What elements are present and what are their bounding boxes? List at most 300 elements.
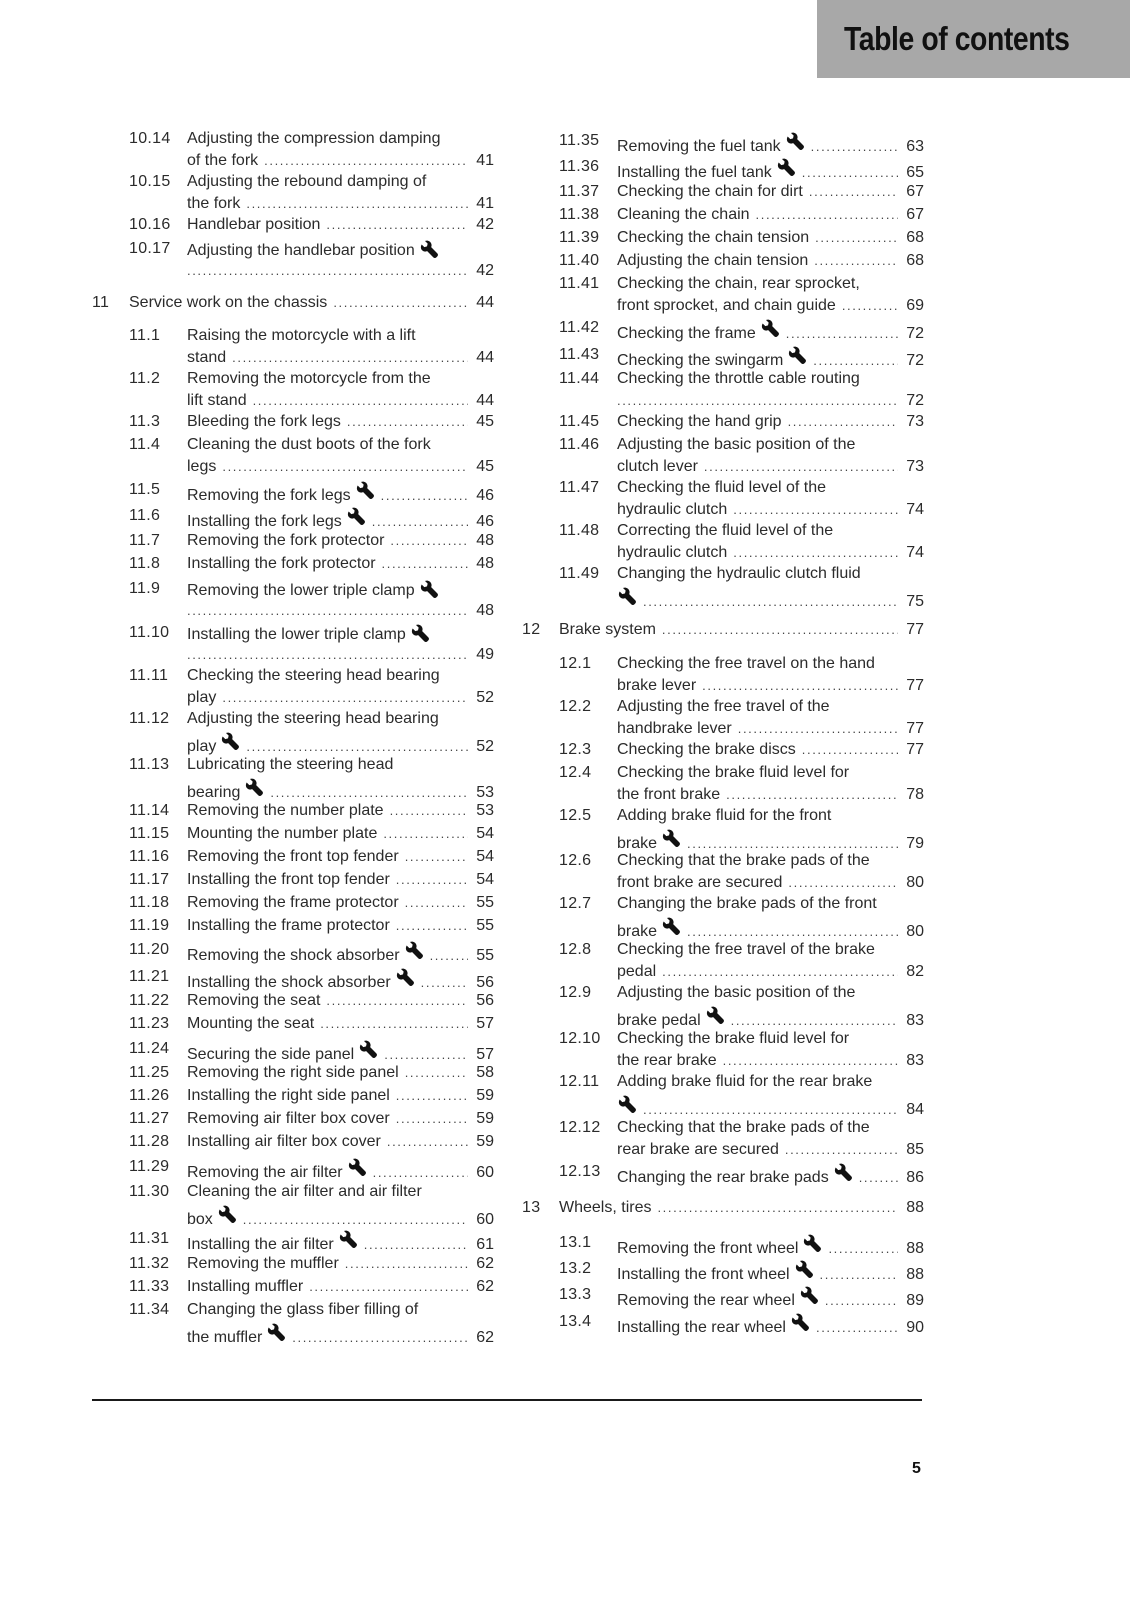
leader-dots xyxy=(733,500,898,521)
section-number: 10.14 xyxy=(129,130,171,147)
page-reference[interactable]: 46 xyxy=(476,513,494,530)
section-number: 11.44 xyxy=(559,370,600,387)
page-reference[interactable]: 78 xyxy=(906,785,924,803)
wrench-icon xyxy=(661,916,681,936)
section-number: 11.5 xyxy=(129,481,161,498)
page-reference[interactable]: 72 xyxy=(906,325,924,342)
leader-dots xyxy=(232,348,468,369)
page-reference[interactable]: 68 xyxy=(906,252,924,269)
page-reference[interactable]: 72 xyxy=(906,391,924,409)
page-reference[interactable]: 67 xyxy=(906,206,924,223)
entry-title-line: Removing the lower triple clamp xyxy=(187,582,415,599)
leader-dots xyxy=(187,601,468,622)
entry-title-line: Securing the side panel xyxy=(187,1046,355,1063)
page-reference[interactable]: 74 xyxy=(906,500,924,518)
wrench-icon xyxy=(244,777,264,797)
page-reference[interactable]: 62 xyxy=(476,1255,494,1272)
leader-dots xyxy=(405,1063,468,1084)
entry-title-line: Removing the front wheel xyxy=(617,1240,799,1257)
page-reference[interactable]: 54 xyxy=(476,848,494,865)
wrench-icon xyxy=(799,1285,819,1305)
page-reference[interactable]: 83 xyxy=(906,1051,924,1069)
entry-title-line: Installing the fork legs xyxy=(187,513,342,530)
section-number: 13.1 xyxy=(559,1234,592,1251)
page-reference[interactable]: 80 xyxy=(906,873,924,891)
leader-dots xyxy=(820,1265,898,1286)
entry-title-line: legs xyxy=(187,457,217,475)
entry-title-line: Adjusting the handlebar position xyxy=(187,242,415,259)
wrench-icon xyxy=(776,157,796,177)
page-reference[interactable]: 58 xyxy=(476,1064,494,1081)
wrench-icon xyxy=(787,345,807,365)
leader-dots xyxy=(405,847,468,868)
page-reference[interactable]: 44 xyxy=(476,348,494,366)
page-reference[interactable]: 48 xyxy=(476,532,494,549)
page-reference[interactable]: 52 xyxy=(476,688,494,706)
leader-dots xyxy=(687,922,898,943)
page-reference[interactable]: 63 xyxy=(906,138,924,155)
page-reference[interactable]: 60 xyxy=(476,1210,494,1228)
section-number: 11.37 xyxy=(559,183,600,200)
entry-title-line: Removing the motorcycle from the xyxy=(187,370,431,387)
entry-title-line: Correcting the fluid level of the xyxy=(617,522,834,539)
entry-title-line: Mounting the seat xyxy=(187,1015,315,1032)
section-number: 11.18 xyxy=(129,894,170,911)
section-header xyxy=(817,0,1130,78)
entry-title-line: Wheels, tires xyxy=(559,1199,652,1216)
entry-title-line: Bleeding the fork legs xyxy=(187,413,341,430)
leader-dots xyxy=(809,182,898,203)
page-reference[interactable]: 77 xyxy=(906,621,924,638)
entry-title-line: Removing the air filter xyxy=(187,1164,343,1181)
section-number: 11.30 xyxy=(129,1183,170,1200)
entry-title-line: Removing the shock absorber xyxy=(187,947,400,964)
leader-dots xyxy=(811,137,898,158)
entry-title-line: the rear brake xyxy=(617,1051,717,1069)
page-reference[interactable]: 88 xyxy=(906,1199,924,1216)
entry-title-line: Checking the brake discs xyxy=(617,741,796,758)
section-number: 11.29 xyxy=(129,1158,170,1175)
page-reference[interactable]: 79 xyxy=(906,834,924,852)
entry-title-line: Cleaning the chain xyxy=(617,206,750,223)
entry-title-line: bearing xyxy=(187,783,241,801)
entry-title-line: Changing the hydraulic clutch fluid xyxy=(617,565,861,582)
page-reference[interactable]: 83 xyxy=(906,1011,924,1029)
page-number: 5 xyxy=(912,1460,921,1477)
leader-dots xyxy=(326,215,468,236)
section-number: 12.5 xyxy=(559,807,592,824)
entry-title-line: brake xyxy=(617,922,658,940)
entry-title-line: Changing the brake pads of the front xyxy=(617,895,877,912)
leader-dots xyxy=(387,1132,468,1153)
leader-dots xyxy=(842,296,898,317)
leader-dots xyxy=(347,412,468,433)
leader-dots xyxy=(320,1014,468,1035)
section-number: 11.19 xyxy=(129,917,170,934)
section-number: 10.17 xyxy=(129,240,171,257)
leader-dots xyxy=(187,645,468,666)
entry-title-line: the muffler xyxy=(187,1328,263,1346)
page-reference[interactable]: 52 xyxy=(476,737,494,755)
leader-dots xyxy=(657,1198,898,1219)
section-number: 11.47 xyxy=(559,479,600,496)
leader-dots xyxy=(243,1210,468,1231)
section-number: 11.39 xyxy=(559,229,600,246)
entry-title-line: Removing air filter box cover xyxy=(187,1110,390,1127)
entry-title-line: Checking that the brake pads of the xyxy=(617,1119,870,1136)
wrench-icon xyxy=(705,1005,725,1025)
entry-title-line: Checking the steering head bearing xyxy=(187,667,440,684)
section-number: 11.42 xyxy=(559,319,600,336)
entry-title-line: Changing the rear brake pads xyxy=(617,1169,829,1186)
entry-title-line: Checking the fluid level of the xyxy=(617,479,827,496)
entry-title-line: Installing the fork protector xyxy=(187,555,376,572)
page-reference[interactable]: 73 xyxy=(906,457,924,475)
section-number: 10.16 xyxy=(129,216,171,233)
section-number: 12.13 xyxy=(559,1163,601,1180)
page-reference[interactable]: 46 xyxy=(476,487,494,504)
leader-dots xyxy=(396,916,468,937)
entry-title-line: brake lever xyxy=(617,676,697,694)
leader-dots xyxy=(187,261,468,282)
section-number: 13.2 xyxy=(559,1260,592,1277)
section-number: 11.23 xyxy=(129,1015,170,1032)
section-number: 12.1 xyxy=(559,655,592,672)
leader-dots xyxy=(785,1140,898,1161)
entry-title-line: Removing the frame protector xyxy=(187,894,399,911)
section-number: 11.1 xyxy=(129,327,161,344)
section-number: 12.12 xyxy=(559,1119,601,1136)
section-number: 11.11 xyxy=(129,667,169,684)
leader-dots xyxy=(222,457,468,478)
leader-dots xyxy=(643,1100,898,1121)
leader-dots xyxy=(814,251,898,272)
leader-dots xyxy=(828,1239,898,1260)
entry-title-line: Adjusting the basic position of the xyxy=(617,984,856,1001)
page-reference[interactable]: 75 xyxy=(906,592,924,610)
page-reference[interactable]: 77 xyxy=(906,676,924,694)
leader-dots xyxy=(704,457,898,478)
wrench-icon xyxy=(220,731,240,751)
section-number: 12.9 xyxy=(559,984,592,1001)
page-reference[interactable]: 55 xyxy=(476,917,494,934)
leader-dots xyxy=(702,676,898,697)
section-number: 11.13 xyxy=(129,756,170,773)
page-reference[interactable]: 42 xyxy=(476,216,494,233)
entry-title-line: clutch lever xyxy=(617,457,698,475)
entry-title-line: Checking the brake fluid level for xyxy=(617,1030,850,1047)
entry-title-line: pedal xyxy=(617,962,657,980)
page-reference[interactable]: 80 xyxy=(906,922,924,940)
page-reference[interactable]: 68 xyxy=(906,229,924,246)
page-reference[interactable]: 65 xyxy=(906,164,924,181)
page-reference[interactable]: 42 xyxy=(476,261,494,279)
entry-title-line: box xyxy=(187,1210,213,1228)
page-reference[interactable]: 88 xyxy=(906,1266,924,1283)
chapter-number: 13 xyxy=(522,1199,541,1216)
section-number: 11.36 xyxy=(559,158,600,175)
wrench-icon xyxy=(358,1039,378,1059)
leader-dots xyxy=(246,737,468,758)
leader-dots xyxy=(788,873,898,894)
page-reference[interactable]: 82 xyxy=(906,962,924,980)
leader-dots xyxy=(373,1163,468,1184)
leader-dots xyxy=(333,293,468,314)
section-number: 11.16 xyxy=(129,848,170,865)
page-reference[interactable]: 45 xyxy=(476,413,494,430)
wrench-icon xyxy=(419,579,439,599)
entry-title-line: Adding brake fluid for the rear brake xyxy=(617,1073,873,1090)
wrench-icon xyxy=(404,940,424,960)
entry-title-line: Installing the rear wheel xyxy=(617,1319,786,1336)
page-reference[interactable]: 49 xyxy=(476,645,494,663)
page-reference[interactable]: 77 xyxy=(906,741,924,758)
wrench-icon xyxy=(794,1259,814,1279)
section-number: 11.43 xyxy=(559,346,600,363)
page-reference[interactable]: 41 xyxy=(476,151,494,169)
wrench-icon xyxy=(395,967,415,987)
entry-title-line: Checking the throttle cable routing xyxy=(617,370,860,387)
entry-title-line: Handlebar position xyxy=(187,216,321,233)
leader-dots xyxy=(786,324,898,345)
entry-title-line: Adjusting the steering head bearing xyxy=(187,710,439,727)
entry-title-line: Installing the front top fender xyxy=(187,871,390,888)
page-reference[interactable]: 77 xyxy=(906,719,924,737)
entry-title-line: Lubricating the steering head xyxy=(187,756,394,773)
entry-title-line: Cleaning the air filter and air filter xyxy=(187,1183,422,1200)
page-reference[interactable]: 54 xyxy=(476,825,494,842)
section-number: 11.24 xyxy=(129,1040,170,1057)
section-number: 12.11 xyxy=(559,1073,600,1090)
entry-title-line: Adjusting the free travel of the xyxy=(617,698,830,715)
page-reference[interactable]: 56 xyxy=(476,992,494,1009)
page-reference[interactable]: 69 xyxy=(906,296,924,314)
page-reference[interactable]: 45 xyxy=(476,457,494,475)
page-reference[interactable]: 59 xyxy=(476,1087,494,1104)
section-number: 11.20 xyxy=(129,941,170,958)
wrench-icon xyxy=(217,1204,237,1224)
entry-title-line: Removing the muffler xyxy=(187,1255,339,1272)
page-reference[interactable]: 84 xyxy=(906,1100,924,1118)
section-number: 11.49 xyxy=(559,565,600,582)
section-number: 10.15 xyxy=(129,173,171,190)
page-reference[interactable]: 67 xyxy=(906,183,924,200)
entry-title-line: play xyxy=(187,737,217,755)
section-number: 11.40 xyxy=(559,252,600,269)
page-reference[interactable]: 53 xyxy=(476,783,494,801)
wrench-icon xyxy=(790,1312,810,1332)
page-reference[interactable]: 59 xyxy=(476,1133,494,1150)
wrench-icon xyxy=(661,828,681,848)
page-reference[interactable]: 48 xyxy=(476,601,494,619)
entry-title-line: hydraulic clutch xyxy=(617,500,728,518)
page-reference[interactable]: 56 xyxy=(476,974,494,991)
entry-title-line: Checking the brake fluid level for xyxy=(617,764,850,781)
section-number: 11.3 xyxy=(129,413,161,430)
section-number: 12.10 xyxy=(559,1030,601,1047)
entry-title-line: play xyxy=(187,688,217,706)
leader-dots xyxy=(326,991,468,1012)
leader-dots xyxy=(723,1051,898,1072)
leader-dots xyxy=(802,163,898,184)
page-reference[interactable]: 62 xyxy=(476,1278,494,1295)
chapter-number: 11 xyxy=(92,294,110,311)
entry-title-line: Cleaning the dust boots of the fork xyxy=(187,436,431,453)
wrench-icon xyxy=(347,1157,367,1177)
entry-title-line: Checking the hand grip xyxy=(617,413,782,430)
section-number: 11.4 xyxy=(129,436,161,453)
entry-title-line: Removing the front top fender xyxy=(187,848,399,865)
entry-title-line: Checking the chain tension xyxy=(617,229,810,246)
entry-title-line: Installing air filter box cover xyxy=(187,1133,381,1150)
section-number: 11.34 xyxy=(129,1301,170,1318)
wrench-icon xyxy=(760,318,780,338)
wrench-icon xyxy=(419,239,439,259)
section-number: 11.33 xyxy=(129,1278,170,1295)
entry-title-line: Installing the right side panel xyxy=(187,1087,390,1104)
entry-title-line: Checking the frame xyxy=(617,325,756,342)
entry-title-line: Removing the fuel tank xyxy=(617,138,781,155)
page-reference[interactable]: 53 xyxy=(476,802,494,819)
entry-title-line: stand xyxy=(187,348,227,366)
section-number: 11.15 xyxy=(129,825,170,842)
entry-title-line: front brake are secured xyxy=(617,873,783,891)
section-number: 11.17 xyxy=(129,871,170,888)
page-reference[interactable]: 88 xyxy=(906,1240,924,1257)
leader-dots xyxy=(733,543,898,564)
section-number: 11.46 xyxy=(559,436,600,453)
page-reference[interactable]: 55 xyxy=(476,947,494,964)
leader-dots xyxy=(396,1086,468,1107)
page-reference[interactable]: 55 xyxy=(476,894,494,911)
page-reference[interactable]: 44 xyxy=(476,391,494,409)
page-reference[interactable]: 72 xyxy=(906,352,924,369)
entry-title-line: Installing muffler xyxy=(187,1278,304,1295)
entry-title-line: Checking the free travel on the hand xyxy=(617,655,875,672)
section-number: 11.12 xyxy=(129,710,170,727)
section-number: 11.45 xyxy=(559,413,600,430)
page-reference[interactable]: 57 xyxy=(476,1046,494,1063)
page-reference[interactable]: 73 xyxy=(906,413,924,430)
section-number: 11.38 xyxy=(559,206,600,223)
wrench-icon xyxy=(346,506,366,526)
entry-title-line: Checking the chain for dirt xyxy=(617,183,803,200)
page-reference[interactable]: 90 xyxy=(906,1319,924,1336)
leader-dots xyxy=(345,1254,468,1275)
leader-dots xyxy=(381,486,468,507)
section-number: 11.9 xyxy=(129,580,161,597)
page-reference[interactable]: 62 xyxy=(476,1328,494,1346)
entry-title-line: Brake system xyxy=(559,621,656,638)
section-number: 11.22 xyxy=(129,992,170,1009)
leader-dots xyxy=(643,592,898,613)
section-number: 11.25 xyxy=(129,1064,170,1081)
wrench-icon xyxy=(833,1162,853,1182)
page-reference[interactable]: 89 xyxy=(906,1292,924,1309)
leader-dots xyxy=(662,620,898,641)
wrench-icon xyxy=(802,1233,822,1253)
leader-dots xyxy=(382,554,468,575)
leader-dots xyxy=(364,1235,468,1256)
page-reference[interactable]: 48 xyxy=(476,555,494,572)
page-reference[interactable]: 61 xyxy=(476,1236,494,1253)
section-number: 13.3 xyxy=(559,1286,592,1303)
section-number: 11.21 xyxy=(129,968,170,985)
leader-dots xyxy=(816,1318,898,1339)
section-number: 11.27 xyxy=(129,1110,170,1127)
entry-title-line: Removing the right side panel xyxy=(187,1064,399,1081)
entry-title-line: Checking the chain, rear sprocket, xyxy=(617,275,860,292)
leader-dots xyxy=(396,1109,468,1130)
page-reference[interactable]: 41 xyxy=(476,194,494,212)
entry-title-line: Removing the number plate xyxy=(187,802,384,819)
page-reference[interactable]: 74 xyxy=(906,543,924,561)
leader-dots xyxy=(430,946,468,967)
section-number: 11.31 xyxy=(129,1230,170,1247)
entry-title-line: front sprocket, and chain guide xyxy=(617,296,836,314)
page-reference[interactable]: 54 xyxy=(476,871,494,888)
section-number: 11.8 xyxy=(129,555,161,572)
section-number: 11.32 xyxy=(129,1255,170,1272)
section-number: 11.10 xyxy=(129,624,170,641)
page-reference[interactable]: 86 xyxy=(906,1169,924,1186)
entry-title-line: Removing the rear wheel xyxy=(617,1292,795,1309)
leader-dots xyxy=(246,194,468,215)
wrench-icon xyxy=(617,1094,637,1114)
leader-dots xyxy=(859,1168,898,1189)
leader-dots xyxy=(222,688,468,709)
entry-title-line: hydraulic clutch xyxy=(617,543,728,561)
page-reference[interactable]: 44 xyxy=(476,294,494,311)
page-reference[interactable]: 59 xyxy=(476,1110,494,1127)
entry-title-line: brake pedal xyxy=(617,1011,701,1029)
leader-dots xyxy=(390,531,468,552)
section-number: 11.26 xyxy=(129,1087,170,1104)
entry-title-line: Installing the frame protector xyxy=(187,917,390,934)
entry-title-line: Removing the fork protector xyxy=(187,532,385,549)
section-number: 12.6 xyxy=(559,852,592,869)
page-reference[interactable]: 57 xyxy=(476,1015,494,1032)
entry-title-line: Adding brake fluid for the front xyxy=(617,807,832,824)
entry-title-line: handbrake lever xyxy=(617,719,732,737)
wrench-icon xyxy=(410,623,430,643)
leader-dots xyxy=(264,151,468,172)
section-number: 11.7 xyxy=(129,532,161,549)
wrench-icon xyxy=(355,480,375,500)
entry-title-line: Installing the air filter xyxy=(187,1236,334,1253)
leader-dots xyxy=(390,801,468,822)
leader-dots xyxy=(738,719,898,740)
entry-title-line: Service work on the chassis xyxy=(129,294,328,311)
section-number: 12.2 xyxy=(559,698,592,715)
leader-dots xyxy=(788,412,898,433)
entry-title-line: Checking that the brake pads of the xyxy=(617,852,870,869)
section-number: 12.3 xyxy=(559,741,592,758)
leader-dots xyxy=(617,391,898,412)
leader-dots xyxy=(309,1277,468,1298)
page-reference[interactable]: 60 xyxy=(476,1164,494,1181)
leader-dots xyxy=(815,228,898,249)
entry-title-line: Removing the seat xyxy=(187,992,321,1009)
wrench-icon xyxy=(338,1229,358,1249)
section-number: 11.48 xyxy=(559,522,600,539)
chapter-number: 12 xyxy=(522,621,541,638)
page-reference[interactable]: 85 xyxy=(906,1140,924,1158)
entry-title-line: lift stand xyxy=(187,391,247,409)
leader-dots xyxy=(372,512,468,533)
section-number: 11.35 xyxy=(559,132,600,149)
section-number: 13.4 xyxy=(559,1313,592,1330)
